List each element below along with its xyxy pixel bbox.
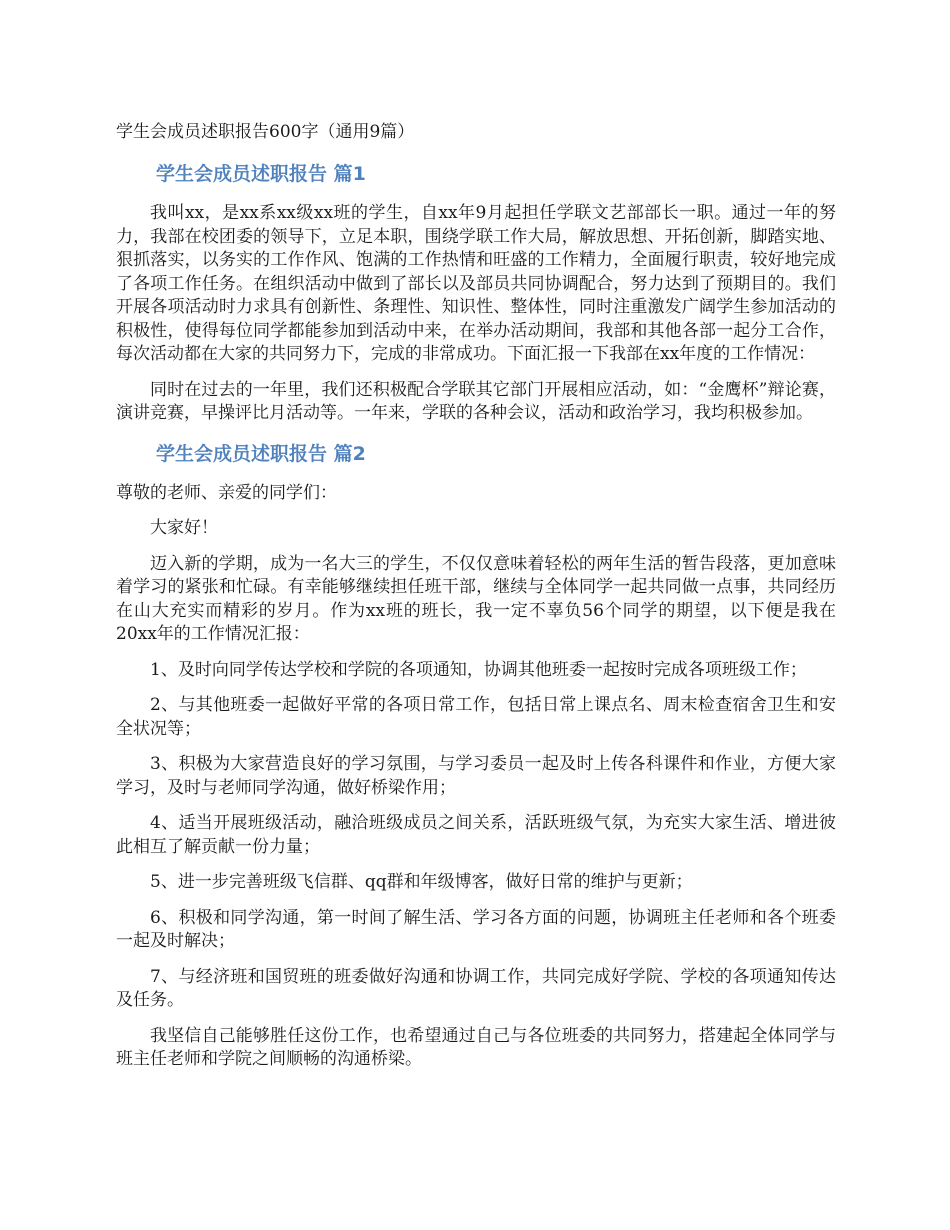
section-2-greeting: 尊敬的老师、亲爱的同学们： bbox=[116, 482, 337, 503]
document-title: 学生会成员述职报告600字（通用9篇） bbox=[116, 122, 415, 142]
section-2-list-item: 7、与经济班和国贸班的班委做好沟通和协调工作，共同完成好学院、学校的各项通知传达及任务。 bbox=[116, 966, 836, 1010]
section-2-list-item: 4、适当开展班级活动，融洽班级成员之间关系，活跃班级气氛，为充实大家生活、增进彼此相互了解贡献一份力量； bbox=[116, 813, 836, 857]
section-2-list-item: 1、及时向同学传达学校和学院的各项通知，协调其他班委一起按时完成各项班级工作； bbox=[150, 659, 807, 680]
section-heading-2: 学生会成员述职报告 篇2 bbox=[156, 442, 366, 465]
section-2-list-item: 6、积极和同学沟通，第一时间了解生活、学习各方面的问题，协调班主任老师和各个班委一起及时解决； bbox=[116, 907, 836, 951]
section-2-paragraph: 迈入新的学期，成为一名大三的学生，不仅仅意味着轻松的两年生活的暂告段落，更加意味着学习的紧张和忙碌。有幸能够继续担任班干部，继续与全体同学一起共同做一点事，共同经历在山大充实而精彩的岁月。作为xx班的班长，我一定不辜负56个同学的期望，以下便是我在20xx年的工作情况汇报： bbox=[116, 553, 836, 644]
section-1-paragraph: 同时在过去的一年里，我们还积极配合学联其它部门开展相应活动，如：“金鹰杯”辩论赛，演讲竞赛，早操评比月活动等。一年来，学联的各种会议，活动和政治学习，我均积极参加。 bbox=[116, 379, 836, 423]
section-2-paragraph: 我坚信自己能够胜任这份工作，也希望通过自己与各位班委的共同努力，搭建起全体同学与班主任老师和学院之间顺畅的沟通桥梁。 bbox=[116, 1025, 836, 1069]
section-2-list-item: 5、进一步完善班级飞信群、qq群和年级博客，做好日常的维护与更新； bbox=[150, 872, 693, 892]
section-2-paragraph: 大家好！ bbox=[150, 518, 218, 538]
section-2-list-item: 2、与其他班委一起做好平常的各项日常工作，包括日常上课点名、周末检查宿舍卫生和安全状况等； bbox=[116, 695, 836, 739]
section-heading-1: 学生会成员述职报告 篇1 bbox=[156, 163, 366, 185]
section-1-paragraph: 我叫xx，是xx系xx级xx班的学生，自xx年9月起担任学联文艺部部长一职。通过一年的努力，我部在校团委的领导下，立足本职，围绕学联工作大局，解放思想、开拓创新，脚踏实地、狠抓落实，以务实的工作作风、饱满的工作热情和旺盛的工作精力，全面履行职责，较好地完成了各项工作任务。在组织活动中做到了部长以及部员共同协调配合，努力达到了预期目的。我们开展各项活动时力求具有创新性、条理性、知识性、整体性，同时注重激发广阔学生参加活动的积极性，使得每位同学都能参加到活动中来，在举办活动期间，我部和其他各部一起分工合作，每次活动都在大家的共同努力下，完成的非常成功。下面汇报一下我部在xx年度的工作情况： bbox=[116, 203, 836, 364]
document-page bbox=[116, 118, 836, 1084]
section-2-list-item: 3、积极为大家营造良好的学习氛围，与学习委员一起及时上传各科课件和作业，方便大家学习，及时与老师同学沟通，做好桥梁作用； bbox=[116, 754, 836, 798]
